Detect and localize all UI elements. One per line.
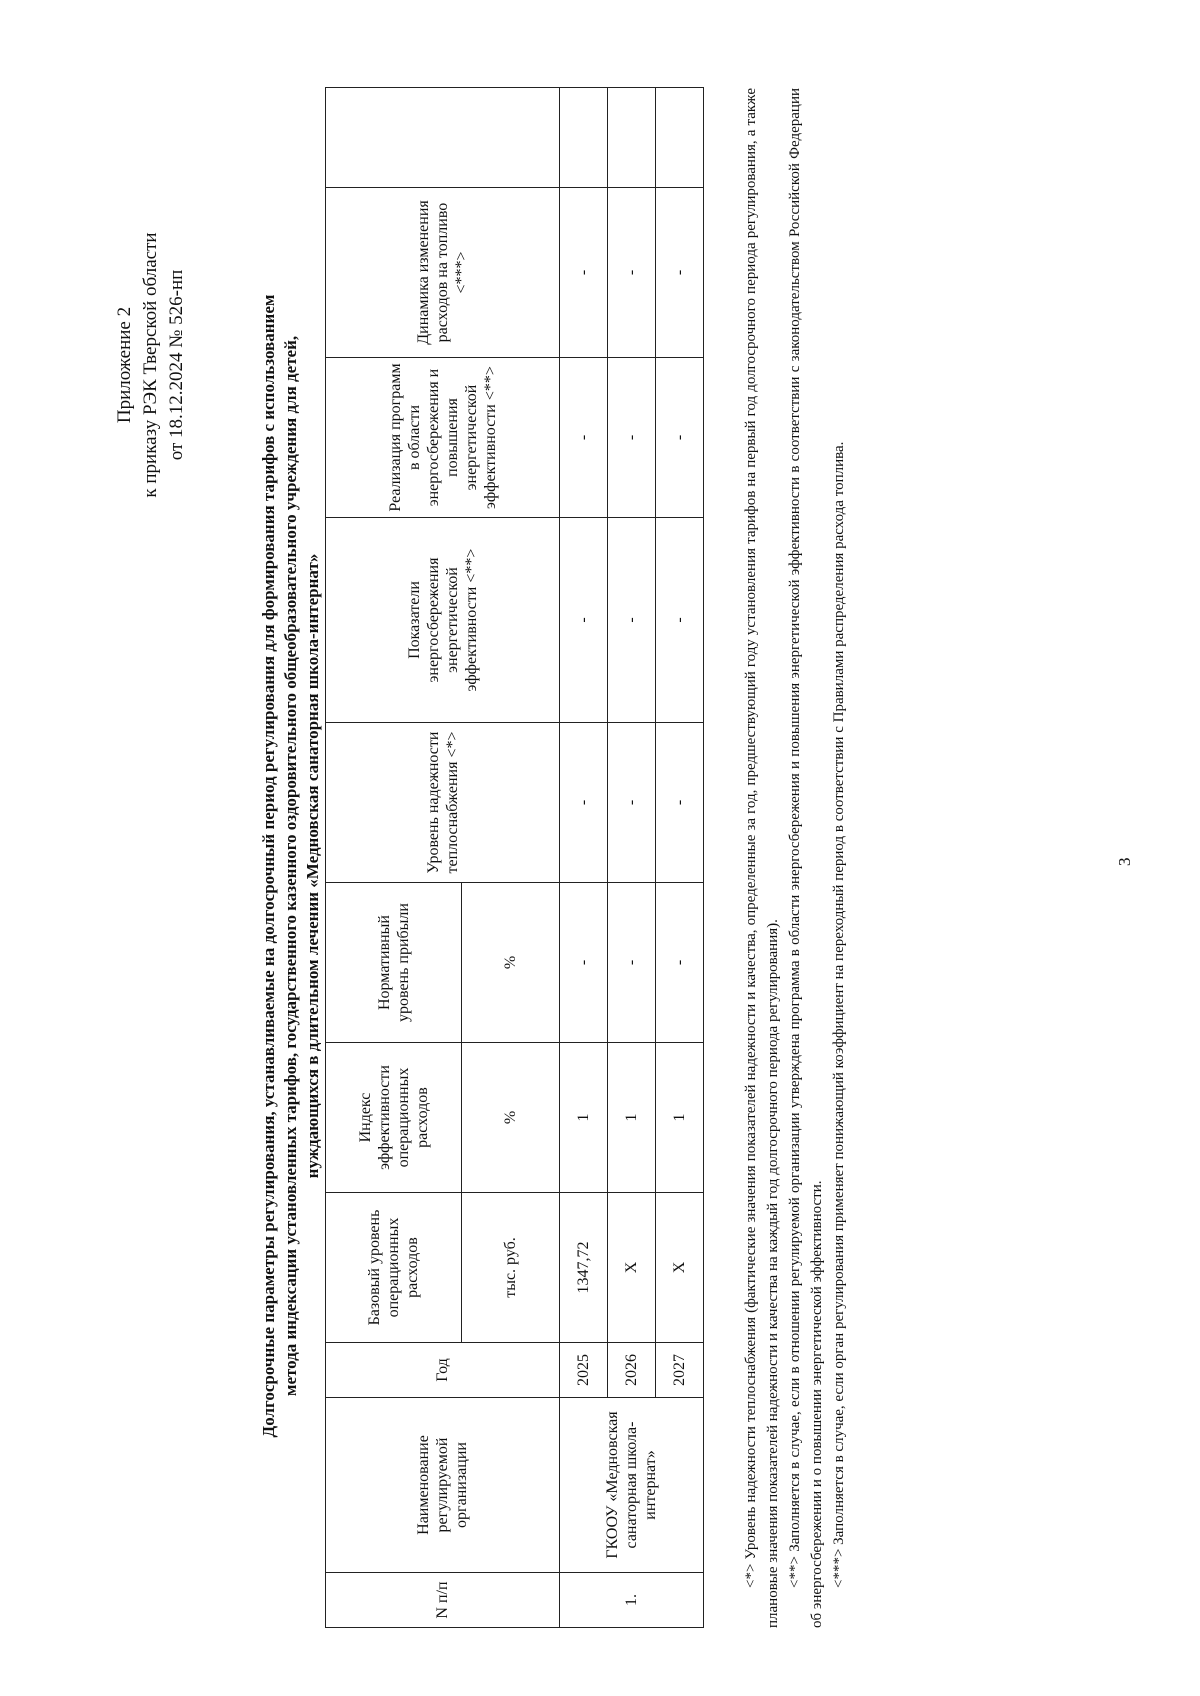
unit-efficiency-index: %: [462, 1043, 560, 1193]
cell-empty: [608, 88, 656, 188]
document-title: [258, 106, 324, 1626]
table-row: [608, 88, 656, 1628]
appendix-line-2: к приказу РЭК Тверской области: [140, 232, 161, 498]
cell-efficiency-index: 1: [608, 1043, 656, 1193]
unit-base-opex: тыс. руб.: [462, 1193, 560, 1343]
cell-base-opex: Х: [656, 1193, 704, 1343]
cell-year: 2026: [608, 1343, 656, 1398]
footnote-energy: <**> Заполняется в случае, если в отношении регулируемой организации утверждена программа в области энергосбережения и повышения энергетической эффективности в соответствии с законодательством Российской Федерации об энергосбережении и о повышении энергетической эффективности.: [787, 88, 825, 1628]
header-efficiency-index: Индекс эффективности операционных расходов: [326, 1043, 462, 1193]
cell-base-opex: Х: [608, 1193, 656, 1343]
header-fuel-dynamics: Динамика изменения расходов на топливо <***>: [326, 188, 560, 358]
cell-profit-level: -: [656, 883, 704, 1043]
cell-fuel-dynamics: -: [608, 188, 656, 358]
cell-energy-indicators: -: [656, 518, 704, 723]
cell-year: 2025: [560, 1343, 608, 1398]
cell-fuel-dynamics: -: [656, 188, 704, 358]
footnote-reliability: <*> Уровень надежности теплоснабжения (фактические значения показателей надежности и качества, определенные за год, предшествующий году установления тарифов на первый год долгосрочного периода регулирования, а также плановые значения показателей надежности и качества на каждый год долгосрочного периода регулирования).: [743, 88, 781, 1628]
header-energy-indicators: Показатели энергосбережения энергетической эффективности <**>: [326, 518, 560, 723]
cell-profit-level: -: [608, 883, 656, 1043]
cell-year: 2027: [656, 1343, 704, 1398]
header-reliability: Уровень надежности теплоснабжения <*>: [326, 723, 560, 883]
title-line-2: метода индексации установленных тарифов, государственного казенного оздоровительного общеобразовательного учреждения для детей,: [281, 335, 300, 1397]
appendix-line-1: Приложение 2: [114, 306, 135, 424]
cell-fuel-dynamics: -: [560, 188, 608, 358]
page-number: 3: [1115, 857, 1134, 866]
table-row: [560, 88, 608, 1628]
header-num: N п/п: [326, 1573, 560, 1628]
title-line-3: нуждающихся в длительном лечении «Медновская санаторная школа-интернат»: [303, 553, 322, 1179]
table-header-row: [326, 88, 462, 1628]
cell-reliability: -: [560, 723, 608, 883]
title-line-1: Долгосрочные параметры регулирования, устанавливаемые на долгосрочный период регулирования для формирования тарифов с использованием: [259, 294, 278, 1438]
appendix-header: [112, 175, 190, 555]
table-row: [656, 88, 704, 1628]
cell-reliability: -: [608, 723, 656, 883]
header-year: Год: [326, 1343, 560, 1398]
cell-energy-programs: -: [608, 358, 656, 518]
header-profit-level: Нормативный уровень прибыли: [326, 883, 462, 1043]
cell-num: 1.: [560, 1573, 704, 1628]
cell-reliability: -: [656, 723, 704, 883]
cell-empty: [560, 88, 608, 188]
header-energy-programs: Реализация программ в области энергосбережения и повышения энергетической эффективности <**>: [326, 358, 560, 518]
cell-efficiency-index: 1: [656, 1043, 704, 1193]
cell-energy-indicators: -: [608, 518, 656, 723]
appendix-line-3: от 18.12.2024 № 526-нп: [166, 269, 187, 461]
footnote-fuel: <***> Заполняется в случае, если орган регулирования применяет понижающий коэффициент на переходный период в соответствии с Правилами распределения расхода топлива.: [831, 441, 847, 1588]
cell-energy-programs: -: [656, 358, 704, 518]
cell-energy-programs: -: [560, 358, 608, 518]
cell-empty: [656, 88, 704, 188]
cell-energy-indicators: -: [560, 518, 608, 723]
cell-base-opex: 1347,72: [560, 1193, 608, 1343]
unit-profit-level: %: [462, 883, 560, 1043]
cell-org: ГКООУ «Медновская санаторная школа-интернат»: [560, 1398, 704, 1573]
header-empty: [326, 88, 560, 188]
header-base-opex: Базовый уровень операционных расходов: [326, 1193, 462, 1343]
footnotes: [740, 88, 850, 1628]
header-org: Наименование регулируемой организации: [326, 1398, 560, 1573]
cell-efficiency-index: 1: [560, 1043, 608, 1193]
parameters-table: [325, 87, 704, 1628]
cell-profit-level: -: [560, 883, 608, 1043]
